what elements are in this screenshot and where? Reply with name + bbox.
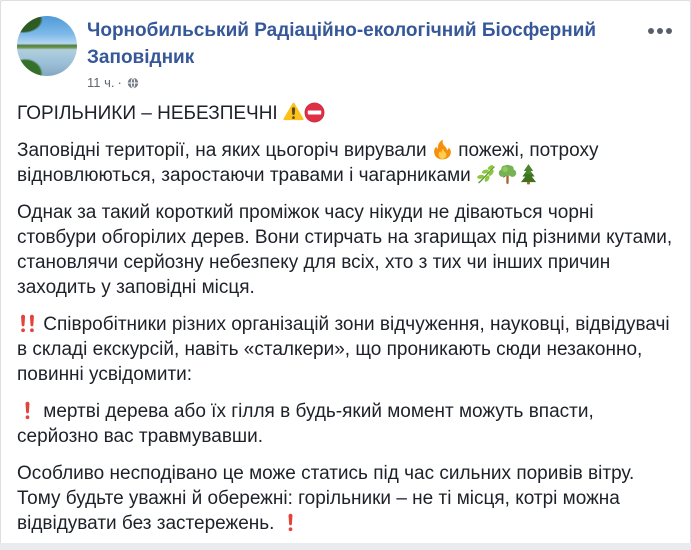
evergreen-tree-icon bbox=[518, 163, 539, 188]
post-meta bbox=[87, 74, 643, 91]
globe-public-icon bbox=[127, 77, 139, 89]
post-header-text bbox=[87, 16, 643, 91]
post-paragraph: Однак за такий короткий проміжок часу нікуди не діваються чорні стовбури обгорілих дерев. Вони стирчать на згарищах під різними кутами, становлячи серйозну небезпеку для всіх, хто з тих чи інших причин заходить у заповідні місця. bbox=[17, 202, 673, 298]
post-paragraph: мертві дерева або їх гілля в будь-який момент можуть впасти, серйозно вас травмувавши. bbox=[17, 401, 594, 447]
post-paragraph: Заповідні території, на яких цьогоріч вирували пожежі, потроху відновлюються, заростаючи травами і чагарниками bbox=[17, 140, 599, 186]
fire-icon bbox=[432, 138, 453, 163]
page-avatar[interactable] bbox=[17, 16, 77, 76]
warning-icon bbox=[283, 101, 304, 126]
red-exclamation-icon bbox=[17, 399, 38, 424]
post-body bbox=[1, 97, 690, 550]
post-paragraph: Співробітники різних організацій зони відчуження, науковці, відвідувачі в складі екскурсій, навіть «сталкери», що проникають сюди незаконно, повинні усвідомити: bbox=[17, 314, 670, 385]
post-paragraph: ГОРІЛЬНИКИ – НЕБЕЗПЕЧНІ bbox=[17, 101, 674, 126]
herb-icon bbox=[476, 163, 497, 188]
deciduous-tree-icon bbox=[497, 163, 518, 188]
no-entry-icon bbox=[304, 101, 325, 126]
red-exclamation-icon bbox=[280, 511, 301, 536]
double-exclamation-icon bbox=[17, 312, 38, 337]
post-header bbox=[1, 1, 690, 97]
post-paragraph: Особливо несподівано це може статись під час сильних поривів вітру. Тому будьте уважні й обережні: горільники – не ті місця, котрі можна відвідувати без застережень. bbox=[17, 463, 635, 534]
meta-separator: · bbox=[117, 75, 122, 90]
more-options-button[interactable] bbox=[644, 19, 676, 43]
page-name-link[interactable]: Чорнобильський Радіаційно-екологічний Біосферний Заповідник bbox=[87, 20, 597, 68]
ellipsis-icon bbox=[648, 28, 672, 34]
timestamp-link[interactable]: 11 ч. bbox=[87, 75, 115, 90]
